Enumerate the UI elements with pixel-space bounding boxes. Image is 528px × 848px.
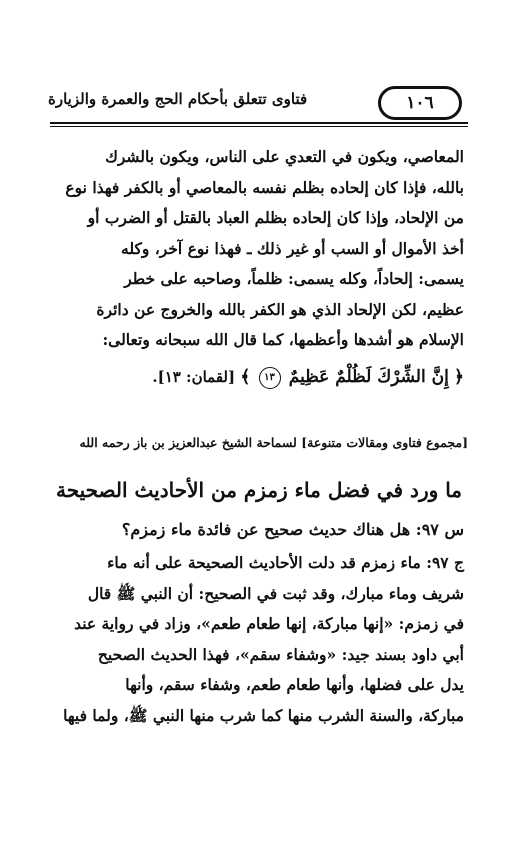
question-line: س ٩٧: هل هناك حديث صحيح عن فائدة ماء زمزم؟ (121, 520, 464, 539)
text-line: يسمى: إلحاداً، وكله يسمى: ظلماً، وصاحبه على خطر (124, 269, 464, 288)
page-header (48, 82, 468, 122)
text-line: مباركة، والسنة الشرب منها كما شرب منها النبي ﷺ، ولما فيها (63, 705, 464, 725)
header-rule (50, 122, 468, 124)
verse-close-bracket: ﴾ (240, 367, 251, 387)
text-line: الإسلام هو أشدها وأعظمها، كما قال الله سبحانه وتعالى: (102, 330, 464, 349)
answer-paragraph (56, 548, 464, 731)
text-line: أبي داود بسند جيد: «وشفاء سقم»، فهذا الحديث الصحيح (97, 644, 464, 664)
text-line: عظيم، لكن الإلحاد الذي هو الكفر بالله والخروج عن دائرة (96, 299, 464, 319)
text-line: أخذ الأموال أو السب أو غير ذلك ـ فهذا نوع آخر، وكله (121, 238, 464, 258)
verse-citation: [لقمان: ١٣]. (152, 368, 236, 386)
text-line: يدل على فضلها، وأنها طعام طعم، وشفاء سقم، وأنها (125, 675, 464, 694)
text-line: بالله، فإذا كان إلحاده بظلم نفسه بالمعاصي أو بالكفر فهذا نوع (65, 177, 464, 197)
text-line: ج ٩٧: ماء زمزم قد دلت الأحاديث الصحيحة على أنه ماء (107, 553, 464, 572)
section-heading: ما ورد في فضل ماء زمزم من الأحاديث الصحيحة (55, 478, 463, 502)
page-number: ١٠٦ (378, 86, 462, 120)
header-rule-thin (50, 126, 468, 127)
paragraph-continuation (56, 142, 464, 356)
source-reference: [مجموع فتاوى ومقالات متنوعة] لسماحة الشيخ عبدالعزيز بن باز رحمه الله (79, 435, 468, 450)
text-line: شريف وماء مبارك، وقد ثبت في الصحيح: أن النبي ﷺ قال (87, 583, 464, 603)
verse-text: إِنَّ الشِّرْكَ لَظُلْمٌ عَظِيمٌ (288, 367, 449, 387)
quran-verse-line (56, 366, 464, 389)
text-line: من الإلحاد، وإذا كان إلحاده بظلم العباد بالقتل أو الضرب أو (87, 208, 464, 227)
ayah-number-marker: ١٣ (259, 367, 281, 389)
text-line: المعاصي، ويكون في التعدي على الناس، ويكون بالشرك (105, 147, 464, 166)
verse-open-bracket: ﴿ (454, 367, 464, 387)
text-line: في زمزم: «إنها مباركة، إنها طعام طعم»، وزاد في رواية عند (74, 614, 464, 633)
running-title: فتاوى تتعلق بأحكام الحج والعمرة والزيارة (48, 90, 308, 108)
